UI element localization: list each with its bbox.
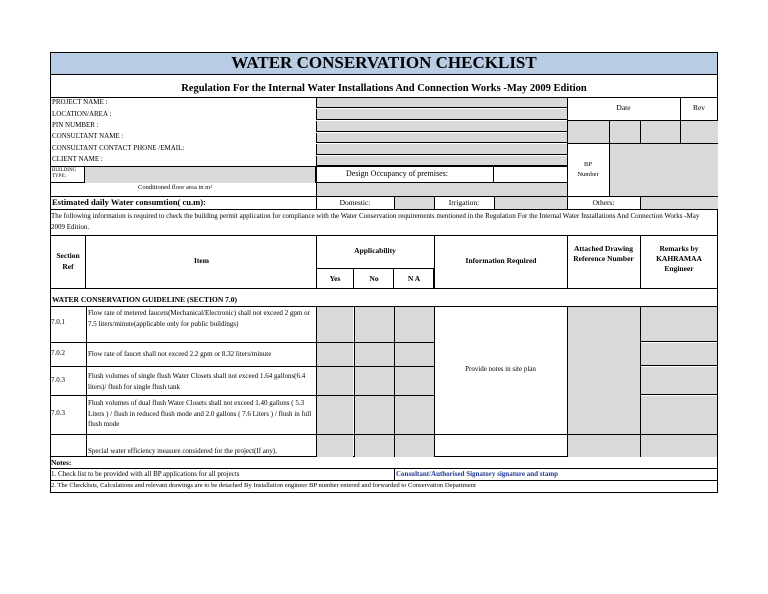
remarks-field[interactable]: [641, 396, 717, 434]
na-checkbox[interactable]: [394, 307, 434, 342]
consultant-name-label: CONSULTANT NAME :: [52, 132, 124, 140]
section-title: WATER CONSERVATION GUIDELINE (SECTION 7.0): [52, 295, 237, 304]
client-name-label: CLIENT NAME :: [52, 155, 103, 163]
pin-number-field[interactable]: [316, 121, 567, 132]
item-header: Item: [194, 256, 209, 265]
yes-checkbox[interactable]: [317, 435, 353, 457]
row-item: Flow rate of metered faucets(Mechanical/Electronic) shall not exceed 2 gpm or 7.5 liters/minute(applicable only for public buildings): [88, 309, 310, 328]
date-field-2[interactable]: [609, 121, 640, 144]
attached-drawing-field[interactable]: [568, 435, 640, 457]
others-label: Others:: [592, 198, 615, 207]
na-checkbox[interactable]: [394, 435, 434, 457]
row-item: Flow rate of faucet shall not exceed 2.2 gpm or 8.32 liters/minute: [88, 350, 272, 358]
notes-row-label: [50, 457, 718, 469]
date-field-1[interactable]: [567, 121, 609, 144]
no-checkbox[interactable]: [354, 396, 394, 434]
na-checkbox[interactable]: [394, 367, 434, 395]
consultant-contact-field[interactable]: [316, 144, 567, 155]
row-ref: 7.0.3: [51, 409, 65, 417]
bp-number-label: BP Number: [577, 161, 599, 178]
yes-checkbox[interactable]: [317, 367, 353, 395]
yes-checkbox[interactable]: [317, 343, 353, 366]
rev-field[interactable]: [680, 121, 718, 144]
building-type-label: BUILDING TYPE:: [52, 168, 77, 179]
remarks-field[interactable]: [641, 367, 717, 395]
regulation-subtitle: Regulation For the Internal Water Installations And Connection Works -May 2009 Edition: [181, 83, 587, 94]
na-checkbox[interactable]: [394, 343, 434, 366]
others-field[interactable]: [640, 197, 718, 209]
info-required-text: Provide notes in site plan: [465, 365, 536, 373]
no-checkbox[interactable]: [354, 307, 394, 342]
domestic-label: Domestic:: [339, 198, 371, 207]
attached-drawing-field[interactable]: [568, 307, 640, 434]
note-item-1: 1. Check list to be provided with all BP applications for all projects: [51, 470, 240, 478]
floor-area-label: Conditioned floor area in m²: [138, 184, 213, 191]
consultant-contact-label: CONSULTANT CONTACT PHONE /EMAIL:: [52, 144, 185, 152]
row-ref: 7.0.2: [51, 349, 65, 357]
remarks-field[interactable]: [641, 343, 717, 366]
no-checkbox[interactable]: [354, 435, 394, 457]
no-checkbox[interactable]: [354, 367, 394, 395]
building-type-field[interactable]: [84, 167, 316, 183]
floor-area-field[interactable]: [316, 183, 567, 196]
water-consumption-label: Estimated daily Water consumtion( cu.m):: [52, 197, 206, 207]
consultant-name-field[interactable]: [316, 133, 567, 143]
yes-header: Yes: [329, 274, 341, 283]
note-item-2: 2. The Checklists, Calculations and relevant drawings are to be detached By Installation engineer BP number entered and forwarded to Conservation Department: [51, 482, 476, 489]
rev-label: Rev: [692, 103, 706, 112]
pin-number-label: PIN NUMBER :: [52, 121, 99, 129]
info-required-header: Information Required: [465, 256, 537, 265]
project-name-field[interactable]: [316, 98, 567, 108]
row-item: Flush volumes of dual flush Water Closets shall not exceed 1.40 gallons ( 5.3 Liters ) / flush in reduced flush mode and 2.0 gallons ( 7.6 Liters ) / flush in full flush mode: [88, 399, 312, 428]
remarks-field[interactable]: [641, 307, 717, 342]
remarks-header: Remarks by KAHRAMAA Engineer: [656, 244, 702, 273]
bp-number-field[interactable]: [609, 144, 718, 196]
notes-label: Notes:: [51, 458, 72, 467]
irrigation-field[interactable]: [494, 197, 567, 209]
row-item: Flush volumes of single flush Water Closets shall not exceed 1.64 gallons(6.4 liters)/ flush for single flush tank: [88, 372, 306, 391]
date-label: Date: [616, 103, 631, 112]
attached-drawing-header: Attached Drawing Reference Number: [573, 244, 634, 263]
applicability-header: Applicability: [354, 246, 396, 255]
na-header: N A: [407, 274, 421, 283]
row-item: Special water efficiency measure considered for the project(If any).: [88, 447, 277, 455]
no-checkbox[interactable]: [354, 343, 394, 366]
client-name-field[interactable]: [316, 156, 567, 166]
date-field-3[interactable]: [640, 121, 680, 144]
project-name-label: PROJECT NAME :: [52, 98, 108, 106]
section-ref-header: Section Ref: [56, 251, 80, 271]
domestic-field[interactable]: [394, 197, 434, 209]
row-ref: 7.0.3: [51, 376, 65, 384]
info-paragraph: The following information is required to check the building permit application for compliance with the Water Conservation requirements mentioned in the Regulation For the Internal Water Installations And Connection Works -May 2009 Edition.: [51, 212, 700, 231]
signature-label: Consultant/Authorised Signatory signature and stamp: [396, 470, 559, 478]
yes-checkbox[interactable]: [317, 396, 353, 434]
location-field[interactable]: [316, 109, 567, 120]
na-checkbox[interactable]: [394, 396, 434, 434]
page-title: WATER CONSERVATION CHECKLIST: [231, 53, 537, 72]
design-occupancy-field[interactable]: [493, 166, 567, 183]
irrigation-label: Irrigation:: [448, 198, 480, 207]
remarks-field[interactable]: [641, 435, 717, 457]
row-ref: 7.0.1: [51, 318, 65, 326]
yes-checkbox[interactable]: [317, 307, 353, 342]
no-header: No: [369, 274, 379, 283]
location-label: LOCATION/AREA :: [52, 110, 112, 118]
design-occupancy-label: Design Occupancy of premises:: [346, 169, 448, 178]
